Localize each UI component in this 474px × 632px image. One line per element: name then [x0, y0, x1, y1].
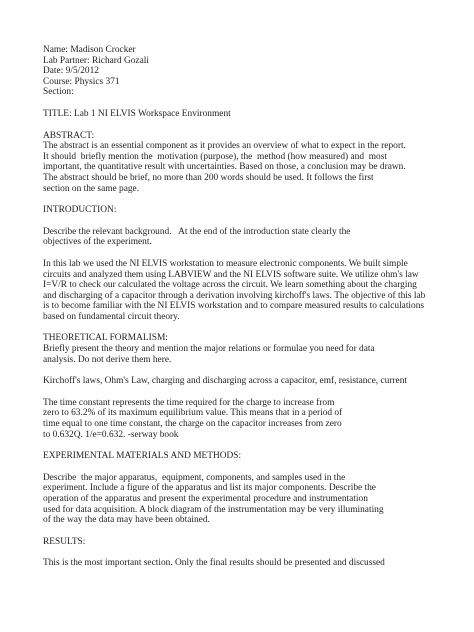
theory-line: Kirchoff's laws, Ohm's Law, charging and discharging across a capacitor, emf, resistance, current — [43, 376, 407, 387]
introduction-line: In this lab we used the NI ELVIS workstation to measure electronic components. We built simple — [43, 258, 408, 269]
introduction-section — [43, 205, 456, 322]
introduction-line: and discharging of a capacitor through a derivation involving kirchoff's laws. The objective of this lab — [43, 290, 426, 301]
introduction-line: based on fundamental circuit theory. — [43, 311, 180, 322]
theory-heading: THEORETICAL FORMALISM: — [43, 333, 168, 344]
abstract-heading: ABSTRACT: — [43, 130, 95, 141]
theory-line: to 0.632Q. 1/e=0.632. -serway book — [43, 429, 179, 440]
abstract-section — [43, 131, 456, 195]
abstract-line: important, the quantitative result with uncertainties. Based on those, a conclusion may be drawn. — [43, 162, 406, 173]
lab-partner: Lab Partner: Richard Gozali — [43, 55, 149, 66]
theory-line: The time constant represents the time required for the charge to increase from — [43, 397, 335, 408]
header-block — [43, 45, 456, 98]
theory-line: analysis. Do not derive them here. — [43, 354, 172, 365]
methods-section — [43, 451, 456, 526]
introduction-heading: INTRODUCTION: — [43, 205, 117, 216]
methods-heading: EXPERIMENTAL MATERIALS AND METHODS: — [43, 451, 242, 462]
introduction-line: circuits and analyzed them using LABVIEW and the NI ELVIS software suite. We utilize ohm's law — [43, 269, 419, 280]
methods-line: Describe the major apparatus, equipment, components, and samples used in the — [43, 472, 346, 483]
introduction-line: is to become familiar with the NI ELVIS workstation and to compare measured results to calculations — [43, 301, 425, 312]
theory-line: Briefly present the theory and mention the major relations or formulae you need for data — [43, 344, 375, 355]
introduction-line: Describe the relevant background. At the end of the introduction state clearly the — [43, 226, 351, 237]
abstract-line: section on the same page. — [43, 183, 140, 194]
report-title: TITLE: Lab 1 NI ELVIS Workspace Environment — [43, 108, 231, 119]
methods-line: used for data acquisition. A block diagram of the instrumentation may be very illuminating — [43, 504, 384, 515]
results-heading: RESULTS: — [43, 536, 86, 547]
introduction-line: objectives of the experiment. — [43, 237, 152, 248]
abstract-line: The abstract is an essential component as it provides an overview of what to expect in the report. — [43, 141, 406, 152]
section: Section: — [43, 87, 74, 98]
date: Date: 9/5/2012 — [43, 66, 99, 77]
introduction-line: I=V/R to check our calculated the voltage across the circuit. We learn something about the charging — [43, 280, 417, 291]
course: Course: Physics 371 — [43, 76, 120, 87]
abstract-line: It should briefly mention the motivation (purpose), the method (how measured) and most — [43, 151, 387, 162]
student-name: Name: Madison Crocker — [43, 45, 136, 55]
theory-line: zero to 63.2% of its maximum equilibrium value. This means that in a period of — [43, 408, 343, 419]
results-line: This is the most important section. Only the final results should be presented and discussed — [43, 558, 385, 569]
methods-line: of the way the data may have been obtained. — [43, 515, 210, 526]
abstract-line: The abstract should be brief, no more than 200 words should be used. It follows the first — [43, 172, 374, 183]
results-section — [43, 537, 456, 569]
theory-line: time equal to one time constant, the charge on the capacitor increases from zero — [43, 419, 342, 430]
methods-line: operation of the apparatus and present the experimental procedure and instrumentation — [43, 494, 368, 504]
methods-line: experiment. Include a figure of the apparatus and list its major components. Describe the — [43, 483, 376, 494]
theory-section — [43, 333, 456, 440]
